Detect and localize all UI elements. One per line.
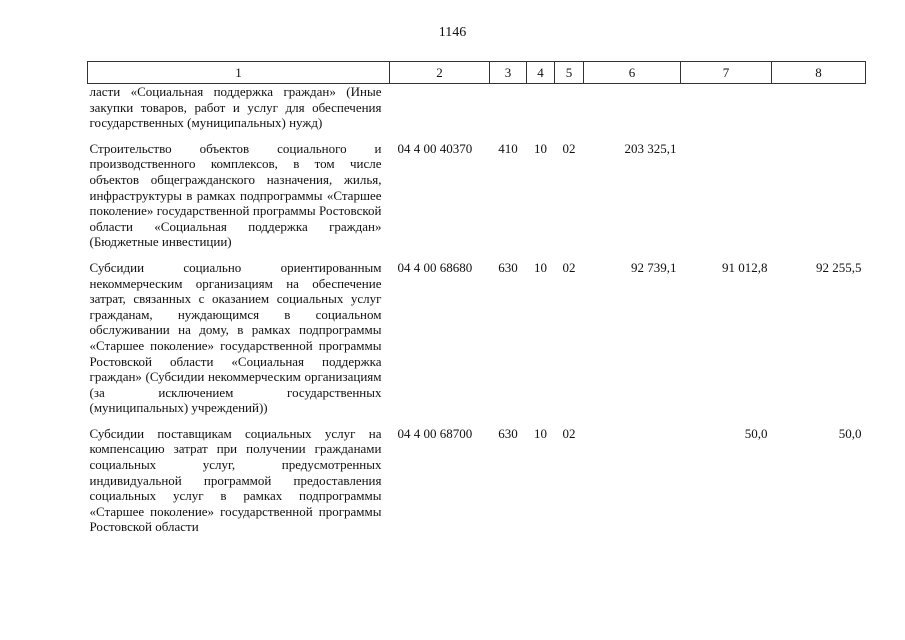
header-cell: 4 bbox=[527, 62, 555, 84]
table-row bbox=[88, 141, 866, 260]
row-year3 bbox=[772, 141, 866, 260]
row-pr: 02 bbox=[562, 425, 576, 441]
header-cell: 8 bbox=[772, 62, 866, 84]
row-year2 bbox=[681, 84, 772, 141]
row-year1: 92 739,1 bbox=[631, 259, 677, 275]
row-rz: 10 bbox=[534, 140, 547, 156]
row-rz: 10 bbox=[534, 259, 547, 275]
row-year3: 92 255,5 bbox=[816, 259, 862, 275]
row-vr bbox=[490, 84, 527, 141]
row-year3 bbox=[772, 84, 866, 141]
row-description: Субсидии поставщикам социальных услуг на компенсацию затрат при получении гражданами социальных услуг, предусмотренных индивидуальной программой предоставления социальных услуг в рамках подпрограммы «Старшее поколение» государственной программы Ростовской области bbox=[89, 425, 382, 535]
row-year2: 91 012,8 bbox=[722, 259, 768, 275]
table-row bbox=[88, 84, 866, 141]
table-row bbox=[88, 260, 866, 426]
table-row bbox=[88, 426, 866, 535]
row-description: Строительство объектов социального и производственного комплексов, в том числе объектов общегражданского назначения, жилья, инфраструктуры в рамках подпрограммы «Старшее поколение» государственной программы Ростовской области «Социальная поддержка граждан» (Бюджетные инвестиции) bbox=[89, 140, 382, 250]
row-year1: 203 325,1 bbox=[624, 140, 677, 156]
header-cell: 1 bbox=[88, 62, 390, 84]
row-vr: 630 bbox=[498, 425, 518, 441]
header-cell: 7 bbox=[681, 62, 772, 84]
row-year1 bbox=[584, 426, 681, 535]
row-year2: 50,0 bbox=[744, 425, 768, 441]
row-year1 bbox=[584, 84, 681, 141]
row-pr: 02 bbox=[562, 259, 576, 275]
row-code: 04 4 00 68680 bbox=[397, 259, 473, 275]
row-pr: 02 bbox=[562, 140, 576, 156]
row-year2 bbox=[681, 141, 772, 260]
table-header-row bbox=[88, 62, 866, 84]
row-code: 04 4 00 68700 bbox=[397, 425, 473, 441]
header-cell: 5 bbox=[555, 62, 584, 84]
row-rz: 10 bbox=[534, 425, 547, 441]
row-vr: 630 bbox=[498, 259, 518, 275]
row-code: 04 4 00 40370 bbox=[397, 140, 473, 156]
row-rz bbox=[527, 84, 555, 141]
page-number: 1146 bbox=[438, 25, 467, 40]
row-year3: 50,0 bbox=[838, 425, 862, 441]
header-cell: 3 bbox=[490, 62, 527, 84]
row-code bbox=[390, 84, 490, 141]
row-vr: 410 bbox=[498, 140, 518, 156]
budget-table bbox=[87, 61, 866, 535]
row-pr bbox=[555, 84, 584, 141]
row-description: ласти «Социальная поддержка граждан» (Иные закупки товаров, работ и услуг для обеспечения государственных (муниципальных) нужд) bbox=[89, 84, 382, 131]
row-description: Субсидии социально ориентированным некоммерческим организациям на обеспечение затрат, связанных с оказанием социальных услуг гражданам, нуждающимся в социальном обслуживании на дому, в рамках подпрограммы «Старшее поколение» государственной программы Ростовской области «Социальная поддержка граждан» (Субсидии некоммерческим организациям (за исключением государственных (муниципальных) учреждений)) bbox=[89, 259, 382, 416]
header-cell: 6 bbox=[584, 62, 681, 84]
header-cell: 2 bbox=[390, 62, 490, 84]
